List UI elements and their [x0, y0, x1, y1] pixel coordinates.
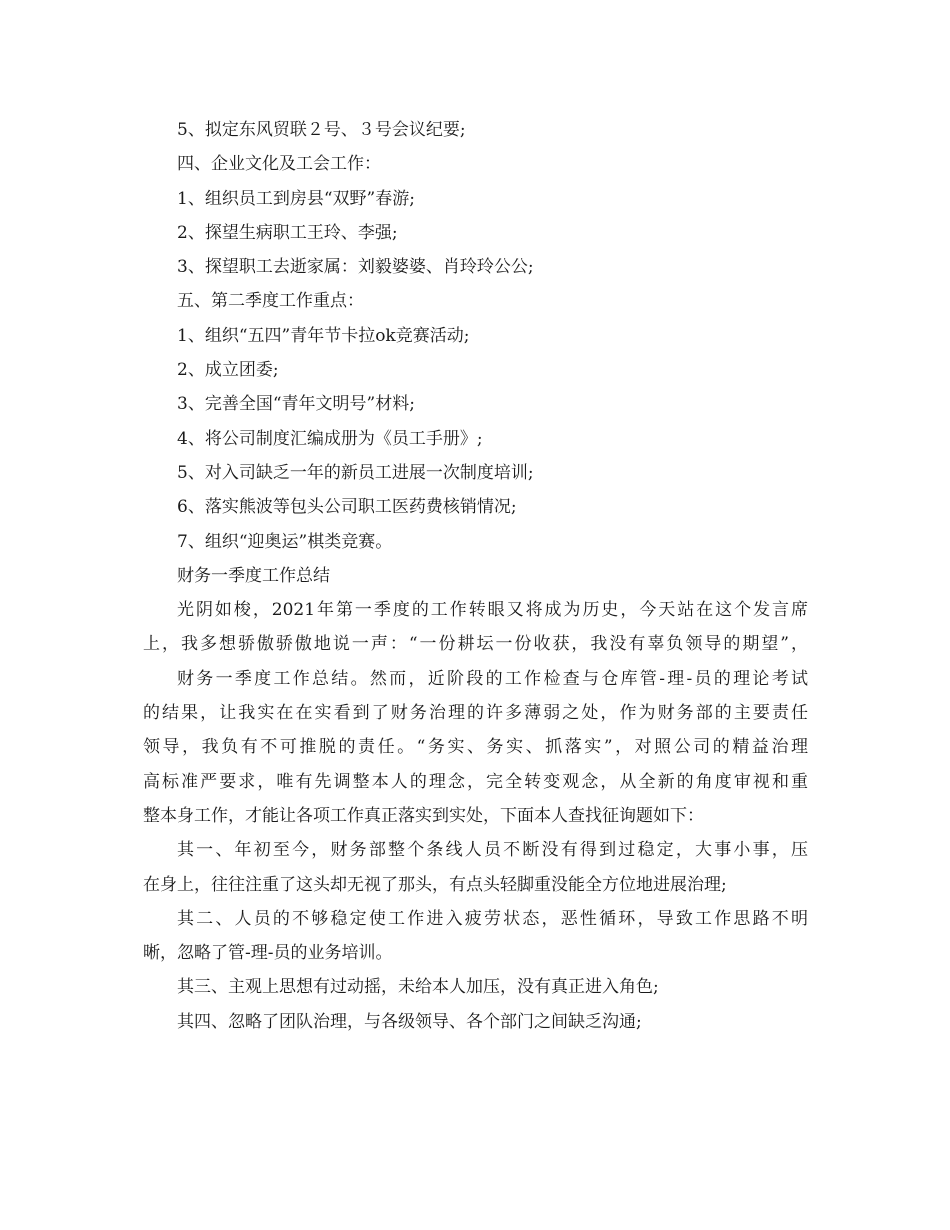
paragraph-line: 在身上，往往注重了这头却无视了那头，有点头轻脚重没能全方位地进展治理; [143, 874, 727, 895]
list-item: 2、成立团委; [177, 360, 279, 381]
paragraph-line: 其三、主观上思想有过动摇，未给本人加压，没有真正进入角色; [177, 977, 659, 998]
document-body [143, 113, 808, 1039]
section-heading: 五、第二季度工作重点： [177, 291, 364, 312]
list-item: 5、拟定东风贸联２号、３号会议纪要; [177, 120, 466, 140]
section-title: 财务一季度工作总结 [177, 565, 330, 586]
paragraph-line: 其一、年初至今，财务部整个条线人员不断没有得到过稳定，大事小事，压 [177, 840, 808, 861]
paragraph-line: 其四、忽略了团队治理，与各级领导、各个部门之间缺乏沟通; [177, 1011, 642, 1032]
list-item: 3、完善全国“青年文明号”材料; [177, 394, 415, 415]
paragraph-line: 高标准严要求，唯有先调整本人的理念，完全转变观念，从全新的角度审视和重 [143, 771, 808, 792]
section-heading: 四、企业文化及工会工作： [177, 154, 381, 175]
list-item: 4、将公司制度汇编成册为《员工手册》; [177, 428, 483, 449]
list-item: 1、组织员工到房县“双野”春游; [177, 188, 415, 209]
list-item: 2、探望生病职工王玲、李强; [177, 222, 398, 243]
paragraph-line: 财务一季度工作总结。然而，近阶段的工作检查与仓库管-理-员的理论考试 [177, 668, 808, 689]
list-item: 1、组织“五四”青年节卡拉ok竞赛活动; [177, 325, 470, 346]
list-item: 3、探望职工去逝家属：刘毅婆婆、肖玲玲公公; [177, 257, 534, 278]
paragraph-line: 晰，忽略了管-理-员的业务培训。 [143, 943, 393, 964]
paragraph-line: 领导，我负有不可推脱的责任。“务实、务实、抓落实”，对照公司的精益治理 [143, 737, 808, 758]
paragraph-line: 光阴如梭，2021年第一季度的工作转眼又将成为历史，今天站在这个发言席 [177, 600, 808, 621]
list-item: 7、组织“迎奥运”棋类竞赛。 [177, 531, 393, 552]
paragraph-line: 上，我多想骄傲骄傲地说一声：“一份耕坛一份收获，我没有辜负领导的期望”， [143, 634, 808, 655]
paragraph-line: 整本身工作，才能让各项工作真正落实到实处，下面本人查找征询题如下： [143, 805, 704, 826]
list-item: 5、对入司缺乏一年的新员工进展一次制度培训; [177, 462, 534, 483]
paragraph-line: 的结果，让我实在在实看到了财务治理的许多薄弱之处，作为财务部的主要责任 [143, 703, 808, 724]
paragraph-line: 其二、人员的不够稳定使工作进入疲劳状态，恶性循环，导致工作思路不明 [177, 908, 808, 929]
list-item: 6、落实熊波等包头公司职工医药费核销情况; [177, 497, 517, 518]
